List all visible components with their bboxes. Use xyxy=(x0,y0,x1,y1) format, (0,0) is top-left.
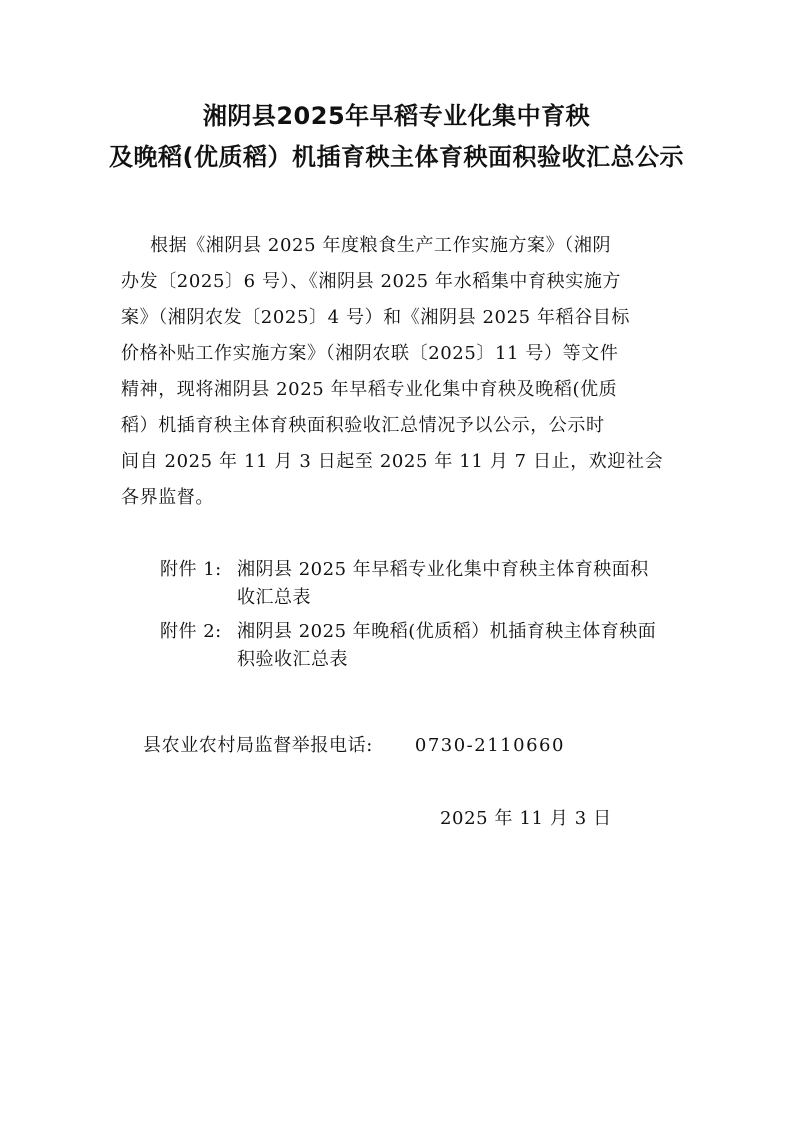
attachment-2-line-2: 积验收汇总表 xyxy=(237,649,348,670)
body-line-1: 根据《湘阴县 2025 年度粮食生产工作实施方案》（湘阴 xyxy=(150,235,612,256)
body-line-6: 稻）机插育秧主体育秧面积验收汇总情况予以公示，公示时 xyxy=(121,415,605,436)
body-line-7: 间自 2025 年 11 月 3 日起至 2025 年 11 月 7 日止，欢迎社会 xyxy=(121,451,664,472)
hotline-label: 县农业农村局监督举报电话: xyxy=(143,735,373,756)
body-line-3: 案》（湘阴农发〔2025〕4 号）和《湘阴县 2025 年稻谷目标 xyxy=(121,307,631,328)
body-line-8: 各界监督。 xyxy=(121,487,214,508)
attachment-1-label: 附件 1: xyxy=(160,559,222,580)
title-line-2: 及晚稻(优质稻）机插育秧主体育秧面积验收汇总公示 xyxy=(109,143,684,171)
hotline-number: 0730-2110660 xyxy=(414,735,565,756)
attachment-1-line-2: 收汇总表 xyxy=(237,587,311,608)
hotline xyxy=(143,734,565,758)
attachment-2-line-1: 湘阴县 2025 年晚稻(优质稻）机插育秧主体育秧面 xyxy=(237,621,657,642)
body-line-5: 精神，现将湘阴县 2025 年早稻专业化集中育秧及晚稻(优质 xyxy=(121,379,618,400)
attachment-1-line-1: 湘阴县 2025 年早稻专业化集中育秧主体育秧面积 xyxy=(237,559,649,580)
attachment-2-label: 附件 2: xyxy=(160,621,222,642)
body-line-2: 办发〔2025〕6 号）、《湘阴县 2025 年水稻集中育秧实施方 xyxy=(121,271,622,292)
body-line-4: 价格补贴工作实施方案》（湘阴农联〔2025〕11 号）等文件 xyxy=(121,343,619,364)
document-date: 2025 年 11 月 3 日 xyxy=(440,808,612,829)
title-line-1: 湘阴县2025年早稻专业化集中育秧 xyxy=(202,102,591,130)
